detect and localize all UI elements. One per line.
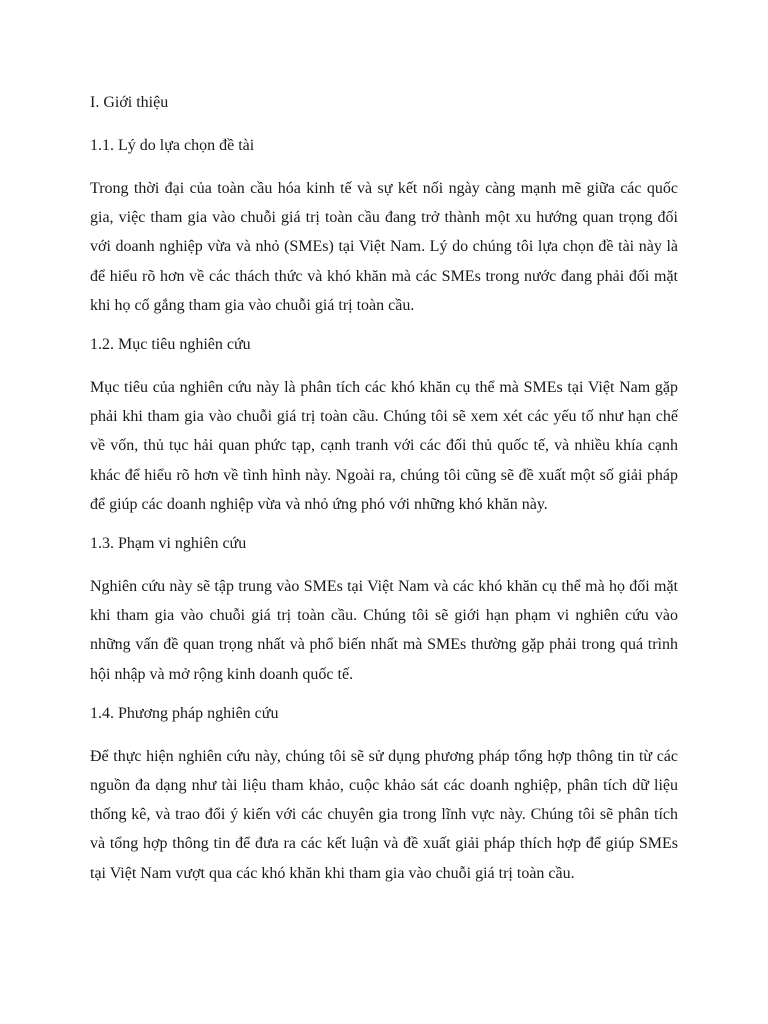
paragraph-reason: Trong thời đại của toàn cầu hóa kinh tế và sự kết nối ngày càng mạnh mẽ giữa các quốc gia, việc tham gia vào chuỗi giá trị toàn cầu đang trở thành một xu hướng quan trọng đối với doanh nghiệp vừa và nhỏ (SMEs) tại Việt Nam. Lý do chúng tôi lựa chọn đề tài này là để hiểu rõ hơn về các thách thức và khó khăn mà các SMEs trong nước đang phải đối mặt khi họ cố gắng tham gia vào chuỗi giá trị toàn cầu. (90, 180, 678, 314)
subsection-heading-methodology: 1.4. Phương pháp nghiên cứu (90, 704, 279, 722)
subsection-heading-reason: 1.1. Lý do lựa chọn đề tài (90, 137, 255, 154)
subsection-heading-scope: 1.3. Phạm vi nghiên cứu (90, 535, 247, 553)
document-body (90, 88, 678, 898)
paragraph-objectives: Mục tiêu của nghiên cứu này là phân tích các khó khăn cụ thể mà SMEs tại Việt Nam gặp phải khi tham gia vào chuỗi giá trị toàn cầu. Chúng tôi sẽ xem xét các yếu tố như hạn chế về vốn, thủ tục hải quan phức tạp, cạnh tranh với các đối thủ quốc tế, và nhiều khía cạnh khác để hiểu rõ hơn về tình hình này. Ngoài ra, chúng tôi cũng sẽ đề xuất một số giải pháp để giúp các doanh nghiệp vừa và nhỏ ứng phó với những khó khăn này. (90, 379, 678, 513)
paragraph-scope: Nghiên cứu này sẽ tập trung vào SMEs tại Việt Nam và các khó khăn cụ thể mà họ đối mặt khi tham gia vào chuỗi giá trị toàn cầu. Chúng tôi sẽ giới hạn phạm vi nghiên cứu vào những vấn đề quan trọng nhất và phổ biến nhất mà SMEs thường gặp phải trong quá trình hội nhập và mở rộng kinh doanh quốc tế. (90, 578, 678, 683)
paragraph-methodology: Để thực hiện nghiên cứu này, chúng tôi sẽ sử dụng phương pháp tổng hợp thông tin từ các nguồn đa dạng như tài liệu tham khảo, cuộc khảo sát các doanh nghiệp, phân tích dữ liệu thống kê, và trao đổi ý kiến với các chuyên gia trong lĩnh vực này. Chúng tôi sẽ phân tích và tổng hợp thông tin để đưa ra các kết luận và đề xuất giải pháp thích hợp để giúp SMEs tại Việt Nam vượt qua các khó khăn khi tham gia vào chuỗi giá trị toàn cầu. (90, 747, 678, 882)
section-title: I. Giới thiệu (90, 94, 169, 111)
subsection-heading-objectives: 1.2. Mục tiêu nghiên cứu (90, 336, 251, 354)
